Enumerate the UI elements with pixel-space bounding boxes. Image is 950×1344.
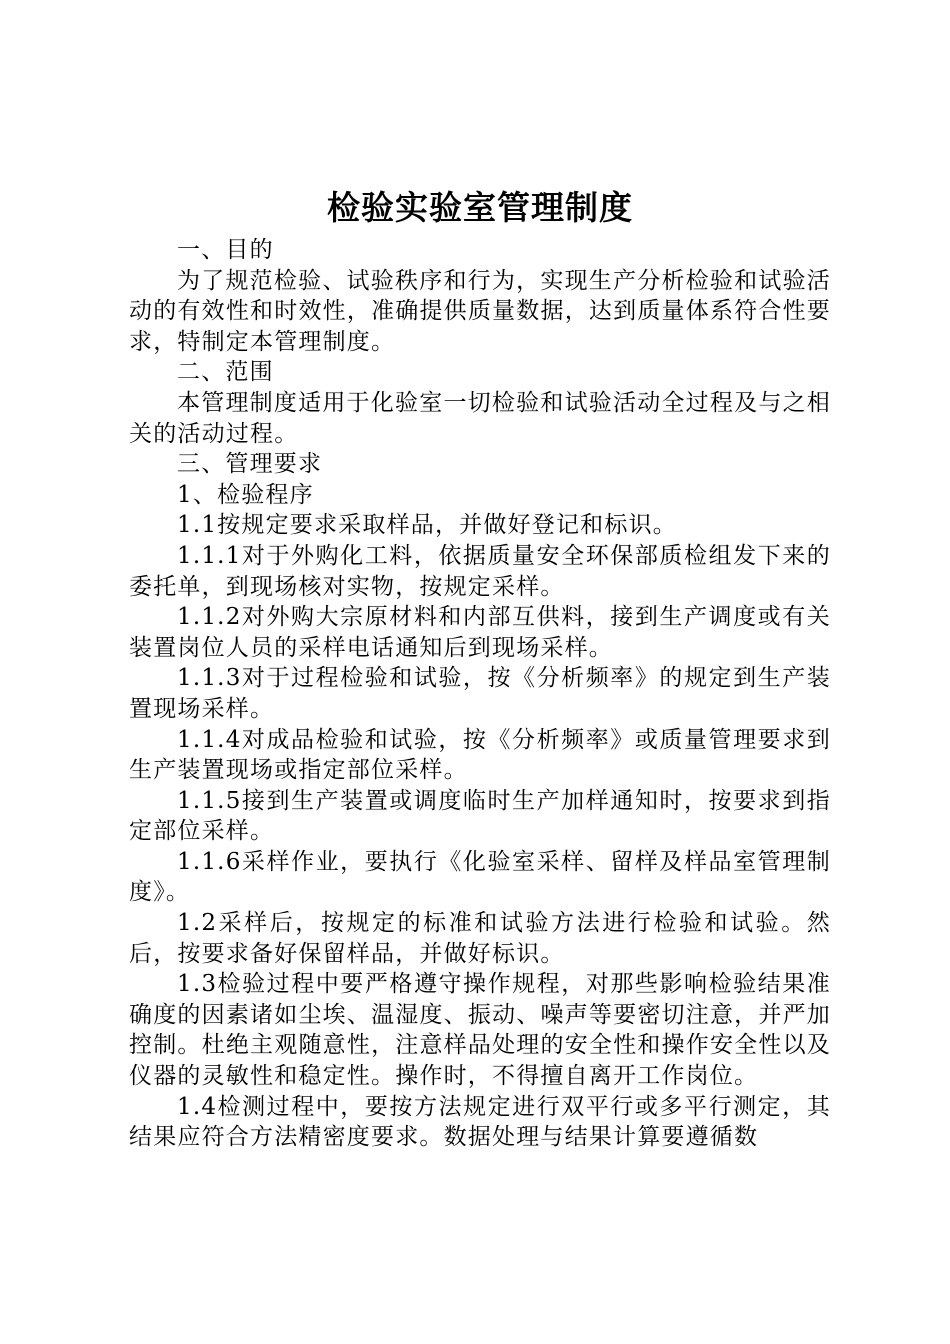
clause-1-1-3: 1.1.3对于过程检验和试验，按《分析频率》的规定到生产装置现场采样。 <box>129 665 831 722</box>
paragraph-scope: 本管理制度适用于化验室一切检验和试验活动全过程及与之相关的活动过程。 <box>129 389 831 447</box>
clause-1-1-2: 1.1.2对外购大宗原材料和内部互供料，接到生产调度或有关装置岗位人员的采样电话通知后到现场采样。 <box>129 604 831 661</box>
section-heading-requirements: 三、管理要求 <box>177 451 323 478</box>
clause-1-3: 1.3检验过程中要严格遵守操作规程，对那些影响检验结果准确度的因素诸如尘埃、温湿度、振动、噪声等要密切注意，并严加控制。杜绝主观随意性，注意样品处理的安全性和操作安全性以及仪器的灵敏性和稳定性。操作时，不得擅自离开工作岗位。 <box>129 971 831 1090</box>
clause-1-4: 1.4检测过程中，要按方法规定进行双平行或多平行测定，其结果应符合方法精密度要求。数据处理与结果计算要遵循数 <box>129 1093 831 1151</box>
clause-1-1-5: 1.1.5接到生产装置或调度临时生产加样通知时，按要求到指定部位采样。 <box>129 787 831 845</box>
clause-1-1-6: 1.1.6采样作业，要执行《化验室采样、留样及样品室管理制度》。 <box>129 848 831 906</box>
clause-1-1-1: 1.1.1对于外购化工料，依据质量安全环保部质检组发下来的委托单，到现场核对实物，按规定采样。 <box>129 542 831 600</box>
subsection-heading-procedure: 1、检验程序 <box>177 481 314 508</box>
document-body <box>129 235 831 1153</box>
clause-1-1: 1.1按规定要求采取样品，并做好登记和标识。 <box>177 512 677 539</box>
paragraph-purpose: 为了规范检验、试验秩序和行为，实现生产分析检验和试验活动的有效性和时效性，准确提供质量数据，达到质量体系符合性要求，特制定本管理制度。 <box>129 267 831 355</box>
clause-1-2: 1.2采样后，按规定的标准和试验方法进行检验和试验。然后，按要求备好保留样品，并做好标识。 <box>129 910 831 967</box>
section-heading-scope: 二、范围 <box>177 359 274 386</box>
section-heading-purpose: 一、目的 <box>177 237 274 263</box>
clause-1-1-4: 1.1.4对成品检验和试验，按《分析频率》或质量管理要求到生产装置现场或指定部位采样。 <box>129 726 831 784</box>
document-title: 检验实验室管理制度 <box>327 188 633 227</box>
